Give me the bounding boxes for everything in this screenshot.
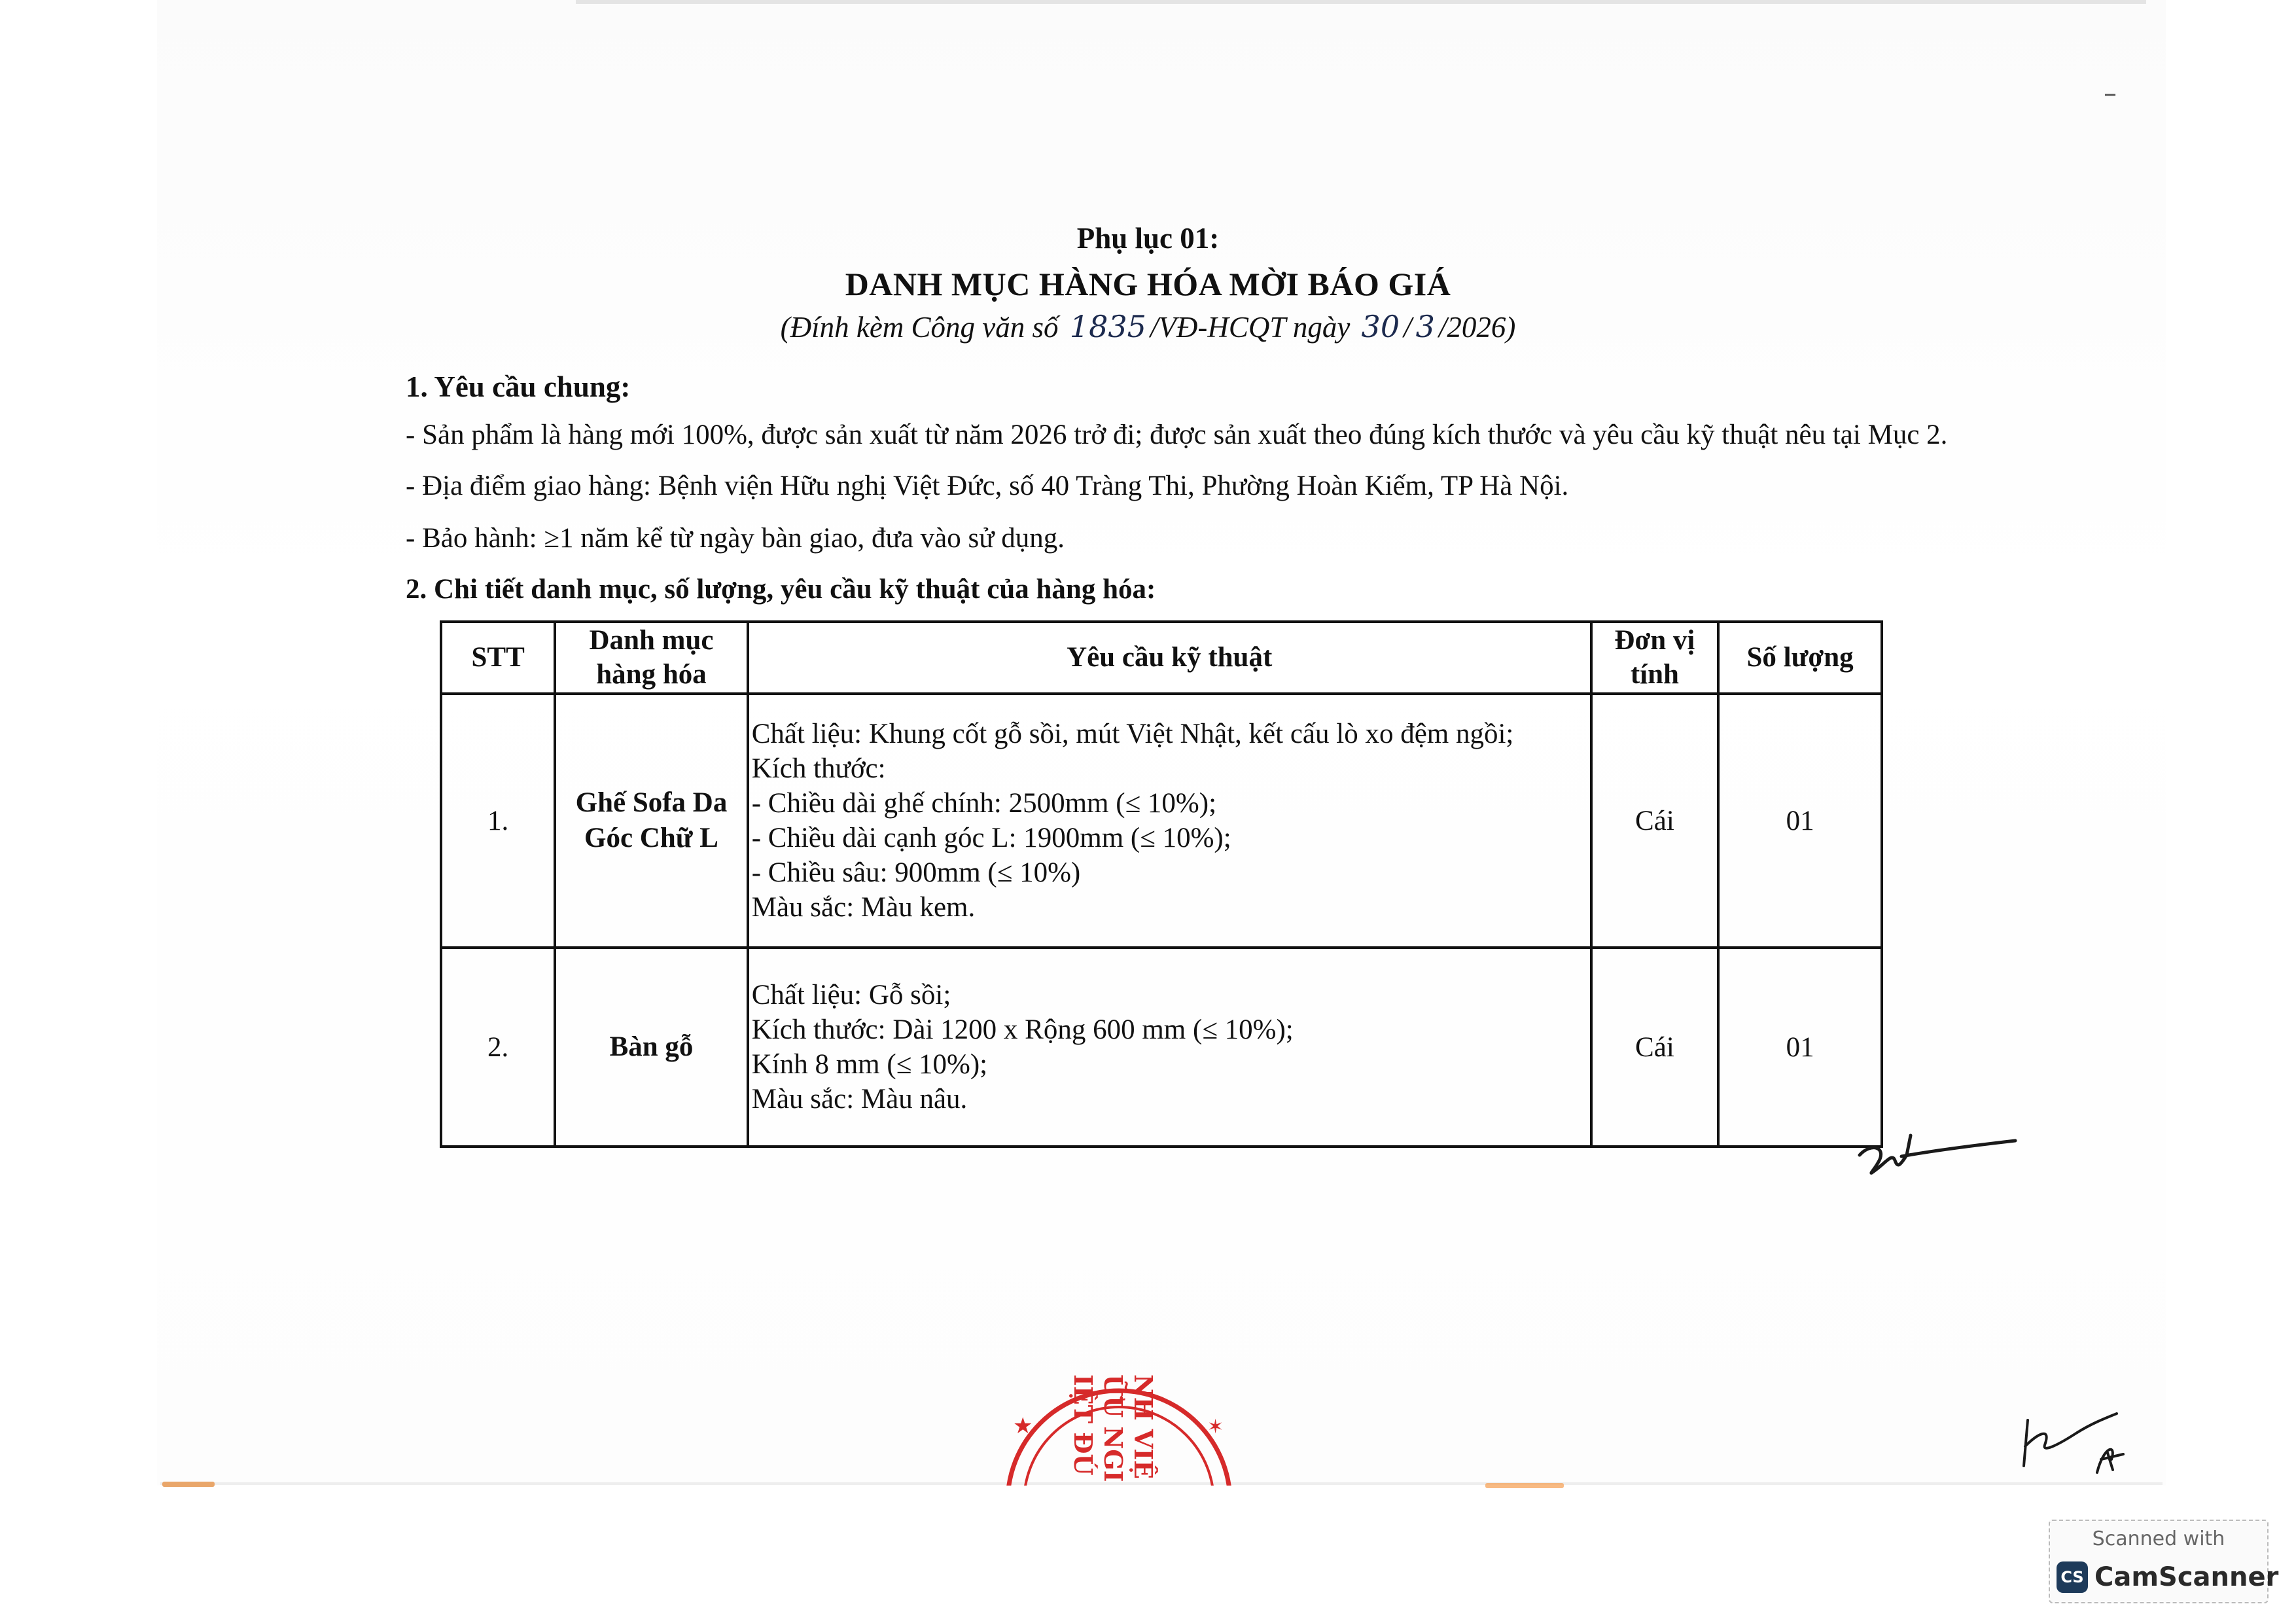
table-row bbox=[441, 694, 1882, 948]
general-line-product: - Sản phẩm là hàng mới 100%, được sản xuất từ năm 2026 trở đi; được sản xuất theo đúng kích thước và yêu cầu kỹ thuật nêu tại Mục 2. bbox=[406, 419, 1948, 450]
col-header-unit-line1: Đơn vị bbox=[1614, 625, 1695, 656]
appendix-title: Phụ lục 01: bbox=[1076, 222, 1220, 255]
page-title: DANH MỤC HÀNG HÓA MỜI BÁO GIÁ bbox=[845, 266, 1451, 302]
cell-unit: Cái bbox=[1591, 948, 1718, 1147]
spec-line: Kích thước: Dài 1200 x Rộng 600 mm (≤ 10%); bbox=[751, 1014, 1294, 1045]
cell-stt: 1. bbox=[441, 694, 555, 948]
col-header-qty: Số lượng bbox=[1718, 622, 1882, 694]
spec-line: - Chiều sâu: 900mm (≤ 10%) bbox=[751, 857, 1081, 888]
spec-line: Màu sắc: Màu nâu. bbox=[751, 1084, 968, 1115]
initial-signature-table bbox=[1852, 1122, 2022, 1194]
goods-name-line1: Ghế Sofa Da bbox=[575, 787, 728, 818]
date-slash: / bbox=[1404, 311, 1412, 344]
badge-caption: Scanned with bbox=[2092, 1527, 2225, 1550]
cell-qty: 01 bbox=[1718, 694, 1882, 948]
red-seal-stamp bbox=[995, 1374, 1243, 1486]
goods-name-line2: Góc Chữ L bbox=[584, 823, 718, 853]
seal-text-line3: IỆT ĐÚ bbox=[1069, 1374, 1098, 1476]
col-header-stt: STT bbox=[441, 622, 555, 694]
spec-line: Kính 8 mm (≤ 10%); bbox=[751, 1049, 988, 1080]
col-header-unit-line2: tính bbox=[1630, 659, 1679, 690]
seal-text-line1: NH VIỆ bbox=[1129, 1374, 1158, 1480]
cell-qty: 01 bbox=[1718, 948, 1882, 1147]
cell-goods-name bbox=[555, 694, 747, 948]
corner-mark: – bbox=[2104, 79, 2117, 109]
cell-unit: Cái bbox=[1591, 694, 1718, 948]
subtitle-middle: /VĐ-HCQT ngày bbox=[1150, 311, 1351, 344]
page-top-edge bbox=[576, 0, 2146, 4]
col-header-goods-line1: Danh mục bbox=[589, 625, 714, 656]
general-line-delivery: - Địa điểm giao hàng: Bệnh viện Hữu nghị Việt Đức, số 40 Tràng Thi, Phường Hoàn Kiếm, TP Hà Nội. bbox=[406, 471, 1569, 501]
col-header-spec: Yêu cầu kỹ thuật bbox=[748, 622, 1591, 694]
handwritten-day: 30 bbox=[1361, 309, 1400, 344]
spec-line: Chất liệu: Khung cốt gỗ sồi, mút Việt Nhật, kết cấu lò xo đệm ngồi; bbox=[751, 719, 1514, 749]
spec-line: - Chiều dài ghế chính: 2500mm (≤ 10%); bbox=[751, 788, 1217, 819]
table-header-row bbox=[441, 622, 1882, 694]
handwritten-doc-number: 1835 bbox=[1069, 309, 1146, 344]
initial-signature-bottom bbox=[2019, 1407, 2149, 1479]
subtitle-suffix: /2026) bbox=[1438, 311, 1516, 344]
subtitle-prefix: (Đính kèm Công văn số bbox=[780, 311, 1059, 344]
svg-text:✶: ✶ bbox=[1207, 1416, 1224, 1438]
subtitle bbox=[0, 309, 2296, 344]
col-header-goods-line2: hàng hóa bbox=[596, 659, 707, 690]
goods-table bbox=[440, 620, 1883, 1148]
spec-line: - Chiều dài cạnh góc L: 1900mm (≤ 10%); bbox=[751, 823, 1231, 853]
col-header-goods bbox=[555, 622, 747, 694]
orange-mark-right bbox=[1485, 1483, 1564, 1488]
svg-text:★: ★ bbox=[1013, 1413, 1033, 1439]
seal-text-line2: ỮU NGI bbox=[1099, 1374, 1128, 1482]
seal-text bbox=[1069, 1374, 1158, 1486]
camscanner-logo-icon: CS bbox=[2057, 1561, 2088, 1593]
camscanner-badge bbox=[2049, 1520, 2279, 1603]
table-row bbox=[441, 948, 1882, 1147]
cell-spec bbox=[748, 948, 1591, 1147]
orange-mark-left bbox=[162, 1482, 215, 1487]
cell-goods-name: Bàn gỗ bbox=[555, 948, 747, 1147]
badge-brand-name: CamScanner bbox=[2094, 1562, 2279, 1592]
cell-stt: 2. bbox=[441, 948, 555, 1147]
general-heading: 1. Yêu cầu chung: bbox=[406, 370, 631, 403]
cell-spec bbox=[748, 694, 1591, 948]
spec-line: Màu sắc: Màu kem. bbox=[751, 892, 976, 923]
spec-line: Chất liệu: Gỗ sồi; bbox=[751, 980, 951, 1010]
handwritten-month: 3 bbox=[1415, 309, 1435, 344]
general-line-warranty: - Bảo hành: ≥1 năm kể từ ngày bàn giao, đưa vào sử dụng. bbox=[406, 523, 1065, 554]
col-header-unit bbox=[1591, 622, 1718, 694]
spec-line: Kích thước: bbox=[751, 753, 886, 784]
details-heading: 2. Chi tiết danh mục, số lượng, yêu cầu kỹ thuật của hàng hóa: bbox=[406, 574, 1156, 605]
